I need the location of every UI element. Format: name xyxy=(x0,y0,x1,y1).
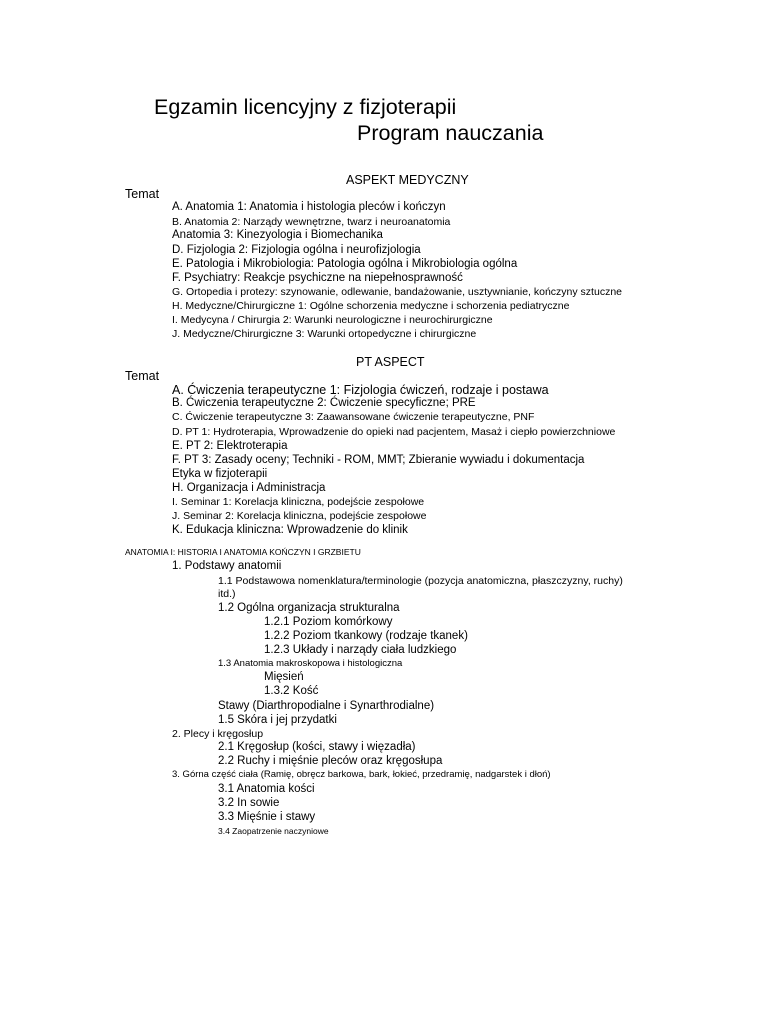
title-line-2: Program nauczania xyxy=(357,121,544,145)
pt-item: I. Seminar 1: Korelacja kliniczna, podejście zespołowe xyxy=(172,496,425,508)
medical-heading: ASPEKT MEDYCZNY xyxy=(346,173,469,187)
outline-item: 2.1 Kręgosłup (kości, stawy i więzadła) xyxy=(218,741,416,753)
pt-item: F. PT 3: Zasady oceny; Techniki - ROM, MMT; Zbieranie wywiadu i dokumentacja xyxy=(172,454,585,466)
outline-item: 3.2 In sowie xyxy=(218,797,280,809)
outline-item: 1.1 Podstawowa nomenklatura/terminologie (pozycja anatomiczna, płaszczyzny, ruchy) xyxy=(218,575,623,587)
pt-item: A. Ćwiczenia terapeutyczne 1: Fizjologia ćwiczeń, rodzaje i postawa xyxy=(172,383,549,397)
medical-temat-label: Temat xyxy=(125,187,160,201)
medical-item: G. Ortopedia i protezy: szynowanie, odlewanie, bandażowanie, usztywnianie, kończyny sztuczne xyxy=(172,286,622,298)
outline-item: 1.2.3 Układy i narządy ciała ludzkiego xyxy=(264,644,457,656)
outline-item: Stawy (Diarthropodialne i Synarthrodialne) xyxy=(218,700,435,712)
pt-item: J. Seminar 2: Korelacja kliniczna, podejście zespołowe xyxy=(172,510,427,522)
outline-item: 1. Podstawy anatomii xyxy=(172,560,282,572)
outline-item: itd.) xyxy=(218,588,236,600)
outline-item: 3.3 Mięśnie i stawy xyxy=(218,811,316,823)
outline-item: 1.2 Ogólna organizacja strukturalna xyxy=(218,602,400,614)
pt-item: E. PT 2: Elektroterapia xyxy=(172,440,288,452)
medical-item: A. Anatomia 1: Anatomia i histologia pleców i kończyn xyxy=(172,201,446,213)
medical-item: H. Medyczne/Chirurgiczne 1: Ogólne schorzenia medyczne i schorzenia pediatryczne xyxy=(172,300,570,312)
outline-item: 3. Górna część ciała (Ramię, obręcz barkowa, bark, łokieć, przedramię, nadgarstek i dłoń) xyxy=(172,769,551,780)
outline-item: 2.2 Ruchy i mięśnie pleców oraz kręgosłupa xyxy=(218,755,443,767)
medical-item: B. Anatomia 2: Narządy wewnętrzne, twarz i neuroanatomia xyxy=(172,216,451,228)
pt-item: Etyka w fizjoterapii xyxy=(172,468,268,480)
outline-item: 1.3.2 Kość xyxy=(264,685,319,697)
medical-item: D. Fizjologia 2: Fizjologia ogólna i neurofizjologia xyxy=(172,244,421,256)
medical-item: E. Patologia i Mikrobiologia: Patologia ogólna i Mikrobiologia ogólna xyxy=(172,258,518,270)
pt-item: B. Ćwiczenia terapeutyczne 2: Ćwiczenie specyficzne; PRE xyxy=(172,397,476,409)
pt-item: H. Organizacja i Administracja xyxy=(172,482,326,494)
medical-item: I. Medycyna / Chirurgia 2: Warunki neurologiczne i neurochirurgiczne xyxy=(172,314,493,326)
medical-item: F. Psychiatry: Reakcje psychiczne na niepełnosprawność xyxy=(172,272,463,284)
pt-item: K. Edukacja kliniczna: Wprowadzenie do klinik xyxy=(172,524,408,536)
title-line-1: Egzamin licencyjny z fizjoterapii xyxy=(154,95,457,119)
anatomy-heading: ANATOMIA I: HISTORIA I ANATOMIA KOŃCZYN I GRZBIETU xyxy=(125,547,361,557)
outline-item: 1.3 Anatomia makroskopowa i histologiczna xyxy=(218,658,403,669)
outline-item: 3.4 Zaopatrzenie naczyniowe xyxy=(218,826,329,836)
pt-heading: PT ASPECT xyxy=(356,355,425,369)
outline-item: 3.1 Anatomia kości xyxy=(218,783,315,795)
medical-item: J. Medyczne/Chirurgiczne 3: Warunki ortopedyczne i chirurgiczne xyxy=(172,328,477,340)
medical-item: Anatomia 3: Kinezyologia i Biomechanika xyxy=(172,229,383,241)
outline-item: 1.2.2 Poziom tkankowy (rodzaje tkanek) xyxy=(264,630,468,642)
outline-item: Mięsień xyxy=(264,671,304,683)
pt-temat-label: Temat xyxy=(125,369,160,383)
outline-item: 1.2.1 Poziom komórkowy xyxy=(264,616,393,628)
outline-item: 2. Plecy i kręgosłup xyxy=(172,728,264,740)
pt-item: D. PT 1: Hydroterapia, Wprowadzenie do opieki nad pacjentem, Masaż i ciepło powierzchniowe xyxy=(172,426,616,438)
pt-item: C. Ćwiczenie terapeutyczne 3: Zaawansowane ćwiczenie terapeutyczne, PNF xyxy=(172,411,535,423)
outline-item: 1.5 Skóra i jej przydatki xyxy=(218,714,337,726)
